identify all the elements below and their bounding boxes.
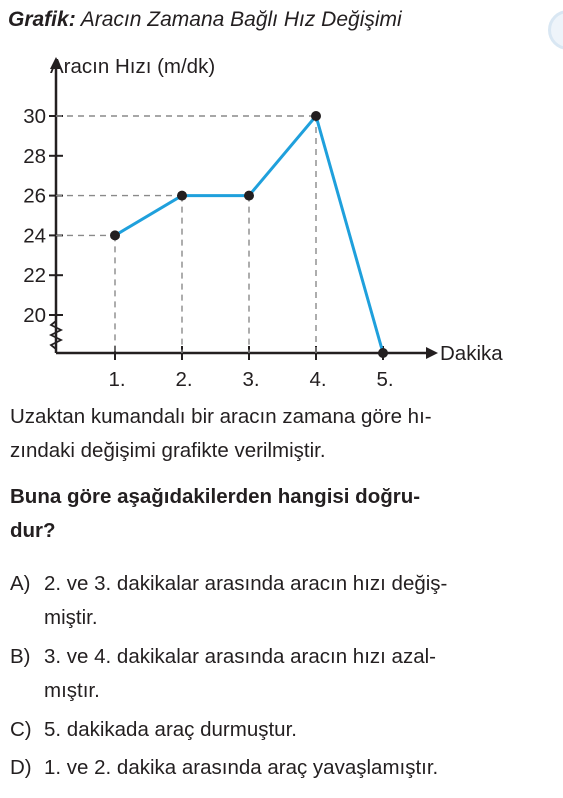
y-tick-label-20: 20 [23, 304, 46, 327]
question-line-1: Buna göre aşağıdakilerden hangisi doğru- [10, 485, 421, 508]
option-c-label: C) [10, 718, 32, 741]
option-a[interactable] [10, 567, 558, 635]
data-point-5 [378, 348, 388, 358]
data-point-2 [177, 191, 187, 201]
x-tick-label-5: 5. [376, 368, 394, 391]
x-tick-label-4: 4. [309, 368, 327, 391]
y-tick-label-26: 26 [23, 184, 46, 208]
y-tick-label-30: 30 [23, 105, 46, 128]
intro-paragraph [10, 400, 558, 468]
option-b[interactable] [10, 640, 558, 708]
x-tick-label-1: 1. [108, 368, 126, 391]
data-point-4 [311, 111, 321, 121]
x-axis-arrow [426, 347, 438, 359]
y-tick-label-28: 28 [23, 144, 46, 168]
x-tick-label-2: 2. [175, 368, 193, 391]
y-tick-label-24: 24 [23, 224, 46, 248]
option-d-label: D) [10, 756, 32, 779]
option-d-text: 1. ve 2. dakika arasında araç yavaşlamıştır. [44, 756, 439, 779]
option-a-line-2: miştir. [44, 606, 98, 629]
option-b-label: B) [10, 645, 31, 668]
intro-line-1: Uzaktan kumandalı bir aracın zamana göre hı- [10, 405, 432, 428]
data-point-3 [244, 191, 254, 201]
chart-title-prefix: Grafik: [8, 8, 76, 31]
data-point-1 [110, 230, 120, 240]
x-axis-label: Dakika [440, 342, 503, 365]
chart-title-text: Aracın Zamana Bağlı Hız Değişimi [75, 8, 402, 31]
option-d[interactable] [10, 751, 558, 785]
option-b-line-1: 3. ve 4. dakikalar arasında aracın hızı azal- [44, 645, 436, 668]
question-line-2: dur? [10, 519, 56, 542]
y-tick-label-22: 22 [23, 264, 46, 288]
option-b-line-2: mıştır. [44, 679, 100, 702]
y-axis-label: Aracın Hızı (m/dk) [50, 55, 216, 78]
chart-title [8, 8, 402, 32]
option-a-label: A) [10, 572, 31, 595]
x-tick-label-3: 3. [242, 368, 260, 391]
intro-line-2: zındaki değişimi grafikte verilmiştir. [10, 439, 326, 462]
speed-time-chart [0, 40, 563, 395]
option-a-line-1: 2. ve 3. dakikalar arasında aracın hızı değiş- [44, 572, 448, 595]
option-c-text: 5. dakikada araç durmuştur. [44, 718, 297, 741]
question-text [10, 480, 558, 548]
option-c[interactable] [10, 713, 558, 747]
